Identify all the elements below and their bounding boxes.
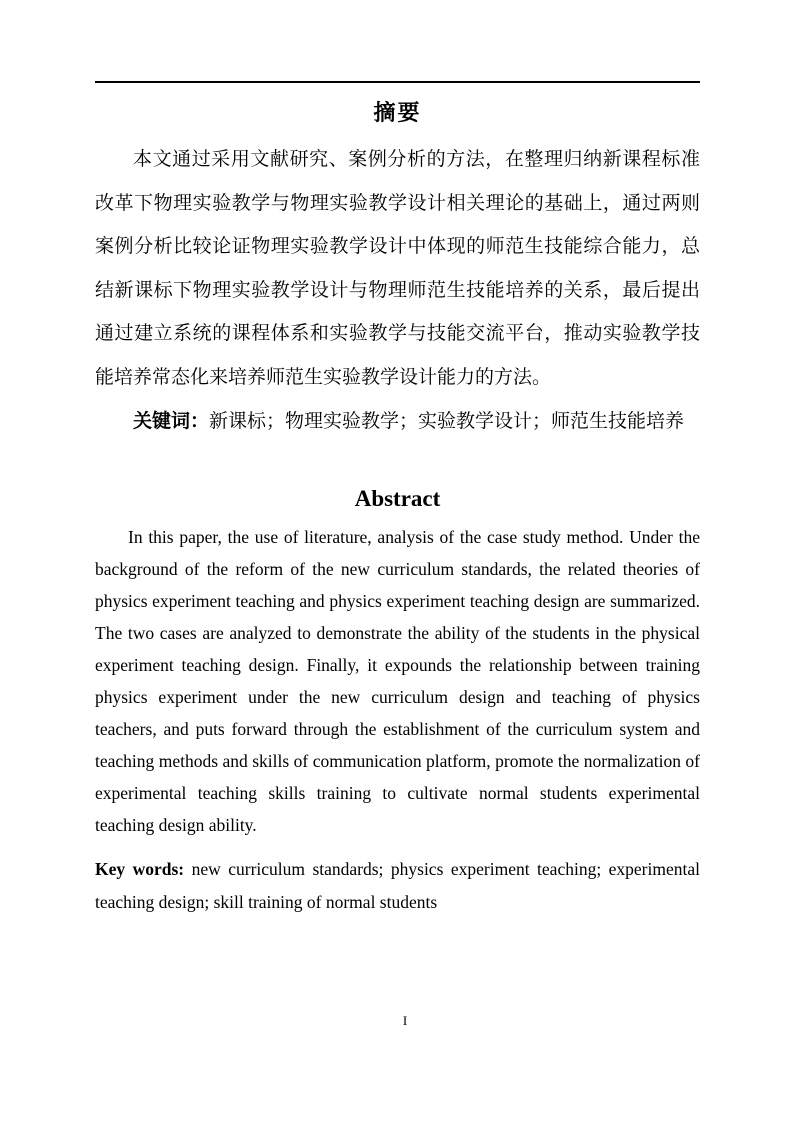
page-number: I — [402, 1013, 408, 1028]
chinese-keywords-label: 关键词： — [133, 411, 210, 432]
chinese-abstract-paragraph: 本文通过采用文献研究、案例分析的方法，在整理归纳新课程标准改革下物理实验教学与物理实验教学设计相关理论的基础上，通过两则案例分析比较论证物理实验教学设计中体现的师范生技能综合能力，总结新课标下物理实验教学设计与物理师范生技能培养的关系，最后提出通过建立系统的课程体系和实验教学与技能交流平台，推动实验教学技能培养常态化来培养师范生实验教学设计能力的方法。 — [95, 149, 700, 388]
chinese-keywords-text: 新课标；物理实验教学；实验教学设计；师范生技能培养 — [209, 411, 685, 432]
english-abstract-title: Abstract — [354, 486, 441, 511]
english-keywords-text: new curriculum standards; physics experiment teaching; experimental teaching design; skill training of normal students — [95, 859, 700, 912]
english-keywords-label: Key words: — [95, 859, 185, 879]
english-abstract-paragraph: In this paper, the use of literature, analysis of the case study method. Under the background of the reform of the new curriculum standards, the related theories of physics experiment teaching and physics experiment teaching design are summarized. The two cases are analyzed to demonstrate the ability of the students in the physical experiment teaching design. Finally, it expounds the relationship between training physics experiment under the new curriculum design and teaching of physics teachers, and puts forward through the establishment of the curriculum system and teaching methods and skills of communication platform, promote the normalization of experimental teaching skills training to cultivate normal students experimental teaching design ability. — [95, 527, 700, 835]
chinese-abstract-title: 摘要 — [373, 100, 422, 125]
chinese-keywords-line — [95, 400, 700, 444]
english-keywords-line — [95, 853, 700, 919]
header-divider-line — [95, 81, 700, 83]
